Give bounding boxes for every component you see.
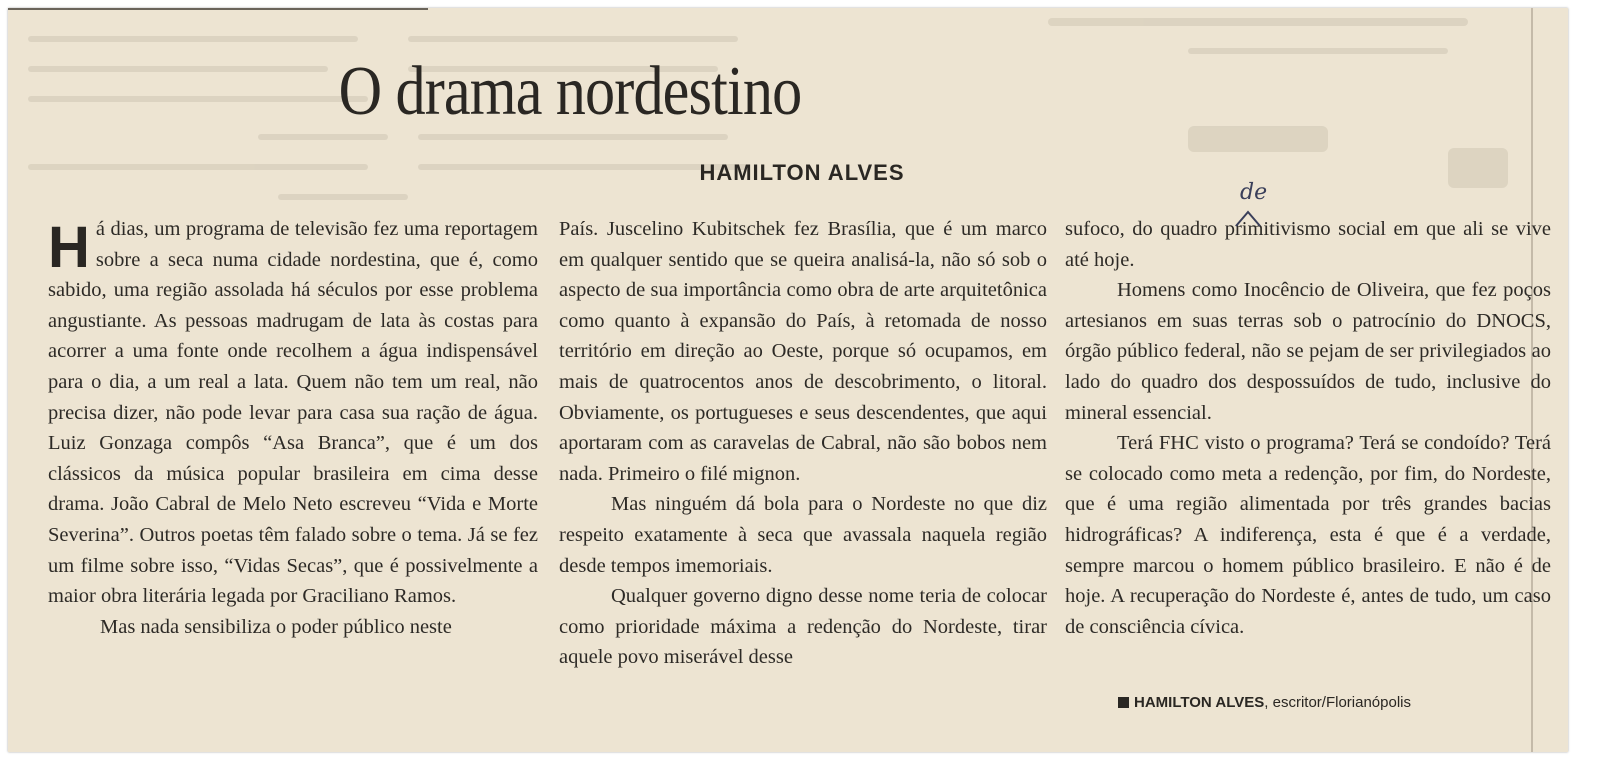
drop-cap: H <box>48 215 90 280</box>
paragraph: sufoco, do quadro primitivismo social em que ali se vive até hoje. <box>1065 218 1551 271</box>
column-1 <box>48 214 538 642</box>
paragraph <box>48 214 538 612</box>
handwritten-correction: de <box>1240 180 1268 205</box>
article-byline: HAMILTON ALVES <box>699 160 905 185</box>
paragraph: Qualquer governo digno desse nome teria de colocar como prioridade máxima a redenção do Nordeste, tirar aquele povo miserável desse <box>559 585 1047 669</box>
signature-role: , escritor/Florianópolis <box>1264 694 1411 711</box>
paragraph: Homens como Inocêncio de Oliveira, que fez poços artesianos em suas terras sob o patrocínio do DNOCS, órgão público federal, não se pejam de ser privilegiados ao lado do quadro dos despossuídos de tudo, inclusive do mineral essencial. <box>1065 279 1551 424</box>
signature-bullet <box>1118 697 1129 708</box>
paragraph: País. Juscelino Kubitschek fez Brasília, que é um marco em qualquer sentido que se queira analisá-la, não só sob o aspecto de sua importância como obra de arte arquitetônica como quanto à expansão do País, à retomada de nosso território em direção ao Oeste, porque só ocupamos, em mais de quatrocentos anos de descobrimento, o litoral. Obviamente, os portugueses e seus descendentes, que aqui aportaram com as caravelas de Cabral, não são bobos nem nada. Primeiro o filé mignon. <box>559 218 1047 485</box>
column-2 <box>559 214 1047 673</box>
paragraph-text: á dias, um programa de televisão fez uma reportagem sobre a seca numa cidade nordestina, que é, como sabido, uma região assolada há séculos por esse problema angustiante. As pessoas madrugam de lata às costas para acorrer a uma fonte onde recolhem a água indispensável para o dia, a um real a lata. Quem não tem um real, não precisa dizer, não pode levar para casa sua ração de água. Luiz Gonzaga compôs “Asa Branca”, que é um dos clássicos da música popular brasileira em cima desse drama. João Cabral de Melo Neto escreveu “Vida e Morte Severina”. Outros poetas têm falado sobre o tema. Já se fez um filme sobre isso, “Vidas Secas”, que é possivelmente a maior obra literária legada por Graciliano Ramos. <box>48 218 538 608</box>
article-headline: O drama nordestino <box>338 53 802 130</box>
paragraph: Terá FHC visto o programa? Terá se condoído? Terá se colocado como meta a redenção, por fim, do Nordeste, que é uma região alimentada por três grandes bacias hidrográficas? A indiferença, esta é que é a verdade, sempre marcou o homem público brasileiro. E não é de hoje. A recuperação do Nordeste é, antes de tudo, um caso de consciência cívica. <box>1065 432 1551 638</box>
paragraph: Mas nada sensibiliza o poder público neste <box>100 615 452 638</box>
insertion-caret-mark <box>1234 208 1262 228</box>
column-3 <box>1065 214 1551 642</box>
paragraph: Mas ninguém dá bola para o Nordeste no que diz respeito exatamente à seca que avassala naquela região desde tempos imemoriais. <box>559 493 1047 577</box>
newspaper-clipping <box>8 8 1568 752</box>
author-signature <box>1118 694 1411 711</box>
signature-name: HAMILTON ALVES <box>1134 694 1265 711</box>
